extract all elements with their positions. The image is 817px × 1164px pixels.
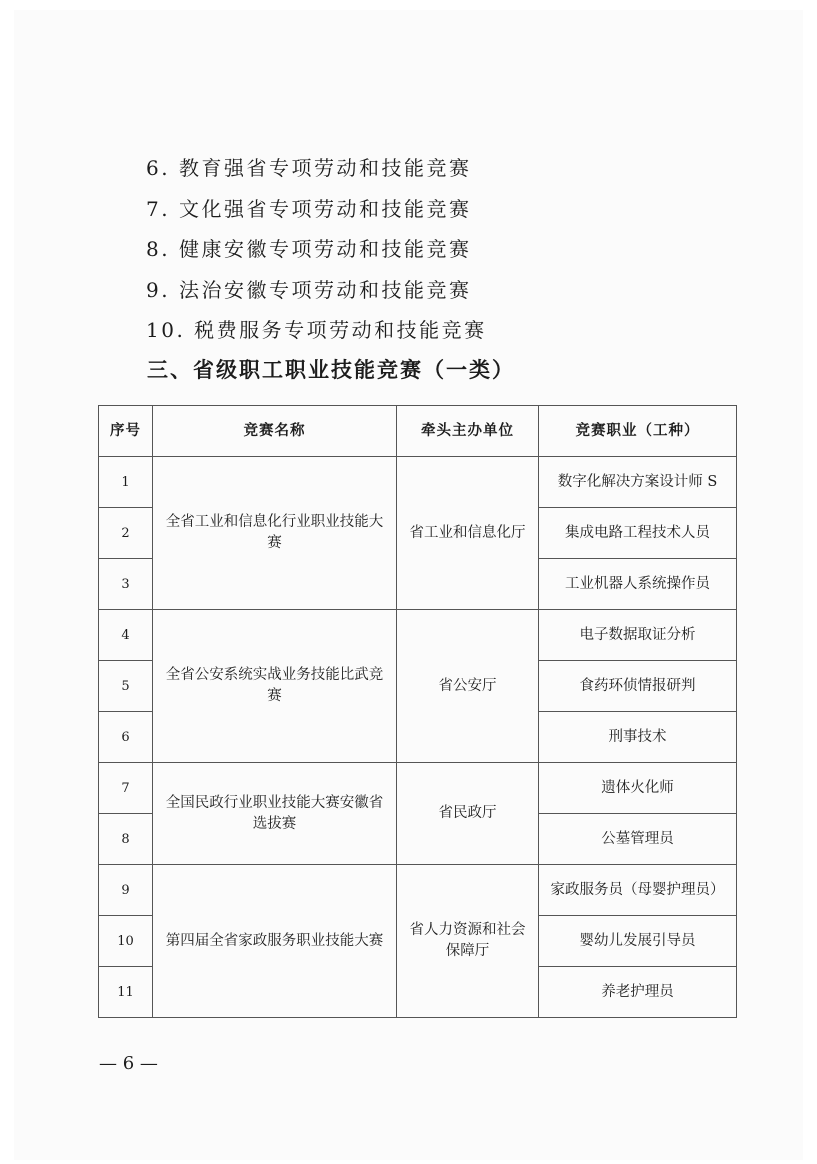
occupation: 集成电路工程技术人员 xyxy=(539,508,737,559)
occupation: 家政服务员（母婴护理员） xyxy=(539,865,737,916)
list-item: 10. 税费服务专项劳动和技能竞赛 xyxy=(146,318,487,342)
competition-name: 全省工业和信息化行业职业技能大赛 xyxy=(153,457,397,610)
header-organizer: 牵头主办单位 xyxy=(397,406,539,457)
occupation: 公墓管理员 xyxy=(539,814,737,865)
row-number: 2 xyxy=(99,508,153,559)
section-heading: 三、省级职工职业技能竞赛（一类） xyxy=(147,358,515,382)
row-number: 7 xyxy=(99,763,153,814)
list-item: 8. 健康安徽专项劳动和技能竞赛 xyxy=(146,237,472,261)
competition-name: 全国民政行业职业技能大赛安徽省选拔赛 xyxy=(153,763,397,865)
competition-name: 全省公安系统实战业务技能比武竞赛 xyxy=(153,610,397,763)
competition-table xyxy=(98,405,737,1018)
occupation: 遗体火化师 xyxy=(539,763,737,814)
header-occupation: 竞赛职业（工种） xyxy=(539,406,737,457)
list-item: 6. 教育强省专项劳动和技能竞赛 xyxy=(146,156,472,180)
header-no: 序号 xyxy=(99,406,153,457)
row-number: 3 xyxy=(99,559,153,610)
organizer: 省公安厅 xyxy=(397,610,539,763)
row-number: 9 xyxy=(99,865,153,916)
occupation: 工业机器人系统操作员 xyxy=(539,559,737,610)
list-item: 9. 法治安徽专项劳动和技能竞赛 xyxy=(146,277,472,302)
table-row xyxy=(99,763,737,814)
occupation: 食药环侦情报研判 xyxy=(539,661,737,712)
competition-list xyxy=(146,148,487,351)
occupation: 电子数据取证分析 xyxy=(539,610,737,661)
list-item: 7. 文化强省专项劳动和技能竞赛 xyxy=(146,196,472,221)
row-number: 6 xyxy=(99,712,153,763)
competition-name: 第四届全省家政服务职业技能大赛 xyxy=(153,865,397,1018)
organizer: 省人力资源和社会保障厅 xyxy=(397,865,539,1018)
row-number: 11 xyxy=(99,967,153,1018)
occupation: 婴幼儿发展引导员 xyxy=(539,916,737,967)
table-header-row xyxy=(99,406,737,457)
table-row xyxy=(99,610,737,661)
row-number: 4 xyxy=(99,610,153,661)
row-number: 10 xyxy=(99,916,153,967)
organizer: 省工业和信息化厅 xyxy=(397,457,539,610)
occupation: 刑事技术 xyxy=(539,712,737,763)
header-name: 竞赛名称 xyxy=(153,406,397,457)
row-number: 1 xyxy=(99,457,153,508)
table-row xyxy=(99,457,737,508)
occupation: 养老护理员 xyxy=(539,967,737,1018)
table-row xyxy=(99,865,737,916)
organizer: 省民政厅 xyxy=(397,763,539,865)
row-number: 5 xyxy=(99,661,153,712)
row-number: 8 xyxy=(99,814,153,865)
occupation: 数字化解决方案设计师 S xyxy=(539,457,737,508)
page-number: — 6 — xyxy=(99,1053,158,1074)
